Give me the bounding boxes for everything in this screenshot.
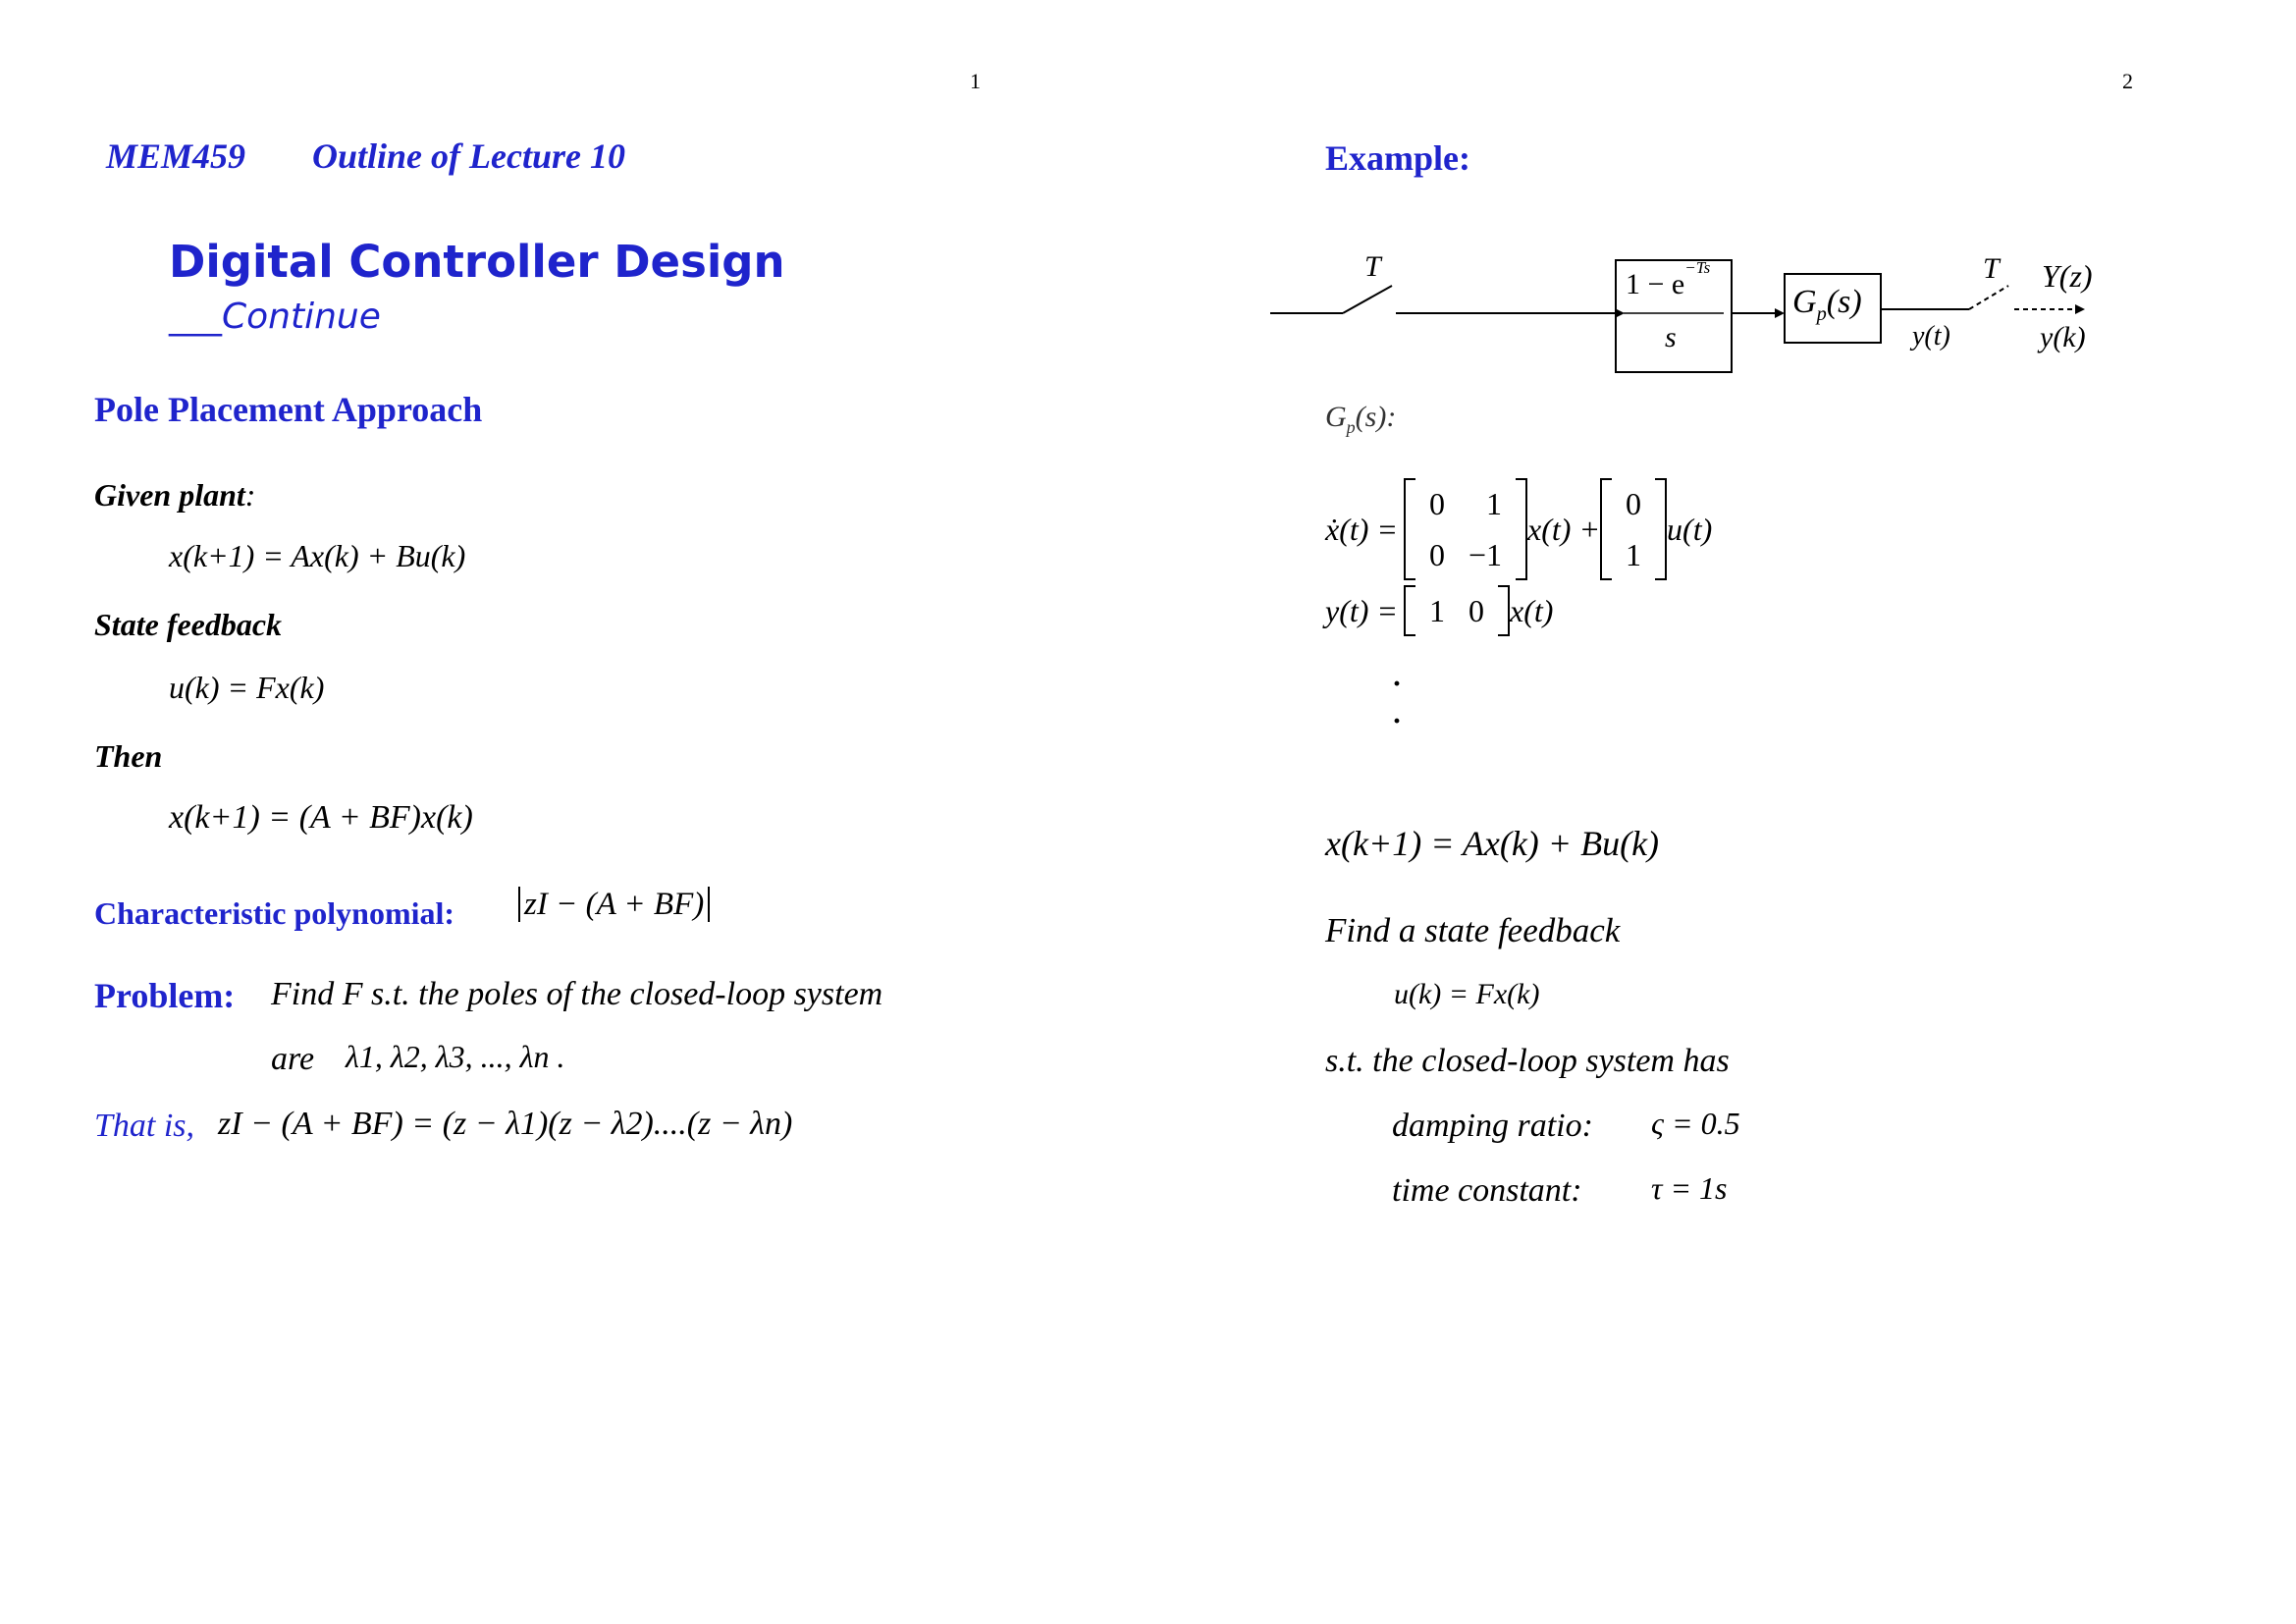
output-sampler-label: T [1983, 252, 2000, 285]
sampler-switch [1343, 286, 1392, 313]
xdot-lhs: ẋ(t) = [1325, 511, 1398, 547]
closed-loop-equation: x(k+1) = (A + BF)x(k) [169, 799, 473, 836]
output-equation [1325, 585, 1553, 636]
that-is-label: That is, [94, 1108, 195, 1144]
A-matrix [1404, 478, 1527, 580]
then-label: Then [94, 738, 163, 774]
problem-text: Find F s.t. the poles of the closed-loop system [271, 976, 883, 1012]
B-1: 0 [1626, 486, 1642, 521]
ellipsis-dot-2: · [1392, 705, 1403, 737]
time-constant-label: time constant: [1392, 1172, 1582, 1209]
page-title: Digital Controller Design [169, 236, 785, 288]
poles-list: λ1, λ2, λ3, ..., λn . [346, 1039, 565, 1074]
A-21: 0 [1429, 537, 1445, 572]
output-sampler [1969, 286, 2008, 309]
x-term: x(t) + [1527, 511, 1601, 547]
C-1: 1 [1429, 593, 1445, 628]
plant-block-label: $G_p(s)$ [1792, 284, 1862, 325]
ellipsis-dot-1: · [1392, 668, 1403, 700]
output-Yz: Y(z) [2042, 258, 2093, 294]
that-is-equation: zI − (A + BF) = (z − λ1)(z − λ2)....(z − λn) [218, 1106, 793, 1142]
C-2: 0 [1468, 593, 1484, 628]
discrete-equation: x(k+1) = Ax(k) + Bu(k) [1325, 824, 1660, 863]
problem-text-are: are [271, 1041, 315, 1077]
given-plant-label: Given plant: [94, 477, 256, 513]
A-12: 1 [1486, 486, 1503, 521]
y-lhs: y(t) = [1325, 592, 1398, 628]
example-label: Example: [1325, 138, 1470, 178]
zoh-denominator: s [1665, 321, 1677, 353]
page-subtitle: ___Continue [169, 297, 381, 337]
state-equation [1325, 475, 1712, 583]
find-feedback-label: Find a state feedback [1325, 911, 1621, 949]
char-poly-label: Characteristic polynomial: [94, 895, 455, 931]
section-heading: Pole Placement Approach [94, 390, 483, 429]
time-constant-value: τ = 1s [1651, 1170, 1728, 1206]
output-yt: y(t) [1912, 321, 1950, 352]
damping-value: ς = 0.5 [1651, 1106, 1740, 1141]
zoh-numerator: $1 - e^{-Ts}$ [1626, 258, 1711, 300]
page-number-2: 2 [2122, 69, 2133, 93]
arrow-3 [2075, 304, 2085, 314]
x-term-2: x(t) [1510, 592, 1554, 628]
page-number-1: 1 [970, 69, 981, 93]
gp-label: $G_p(s)$: [1325, 401, 1397, 437]
arrow-2 [1775, 308, 1785, 318]
lecture-outline-title: Outline of Lecture 10 [312, 136, 625, 176]
feedback-equation: u(k) = Fx(k) [169, 670, 325, 705]
C-matrix [1404, 585, 1510, 636]
sampler-label: T [1364, 250, 1381, 283]
course-code: MEM459 [106, 136, 246, 176]
B-matrix [1600, 478, 1667, 580]
A-22: −1 [1468, 537, 1503, 572]
find-feedback-equation: u(k) = Fx(k) [1394, 978, 1540, 1010]
st-label: s.t. the closed-loop system has [1325, 1043, 1730, 1079]
damping-label: damping ratio: [1392, 1108, 1593, 1144]
char-poly-expression: zI − (A + BF) [518, 887, 710, 922]
state-feedback-label: State feedback [94, 607, 283, 642]
output-yk: y(k) [2040, 321, 2086, 353]
plant-equation: x(k+1) = Ax(k) + Bu(k) [169, 538, 466, 573]
A-11: 0 [1429, 486, 1445, 521]
u-term: u(t) [1667, 511, 1713, 547]
B-2: 1 [1626, 537, 1642, 572]
problem-label: Problem: [94, 976, 236, 1015]
block-diagram [1266, 241, 2130, 378]
char-poly-equation [518, 887, 710, 923]
